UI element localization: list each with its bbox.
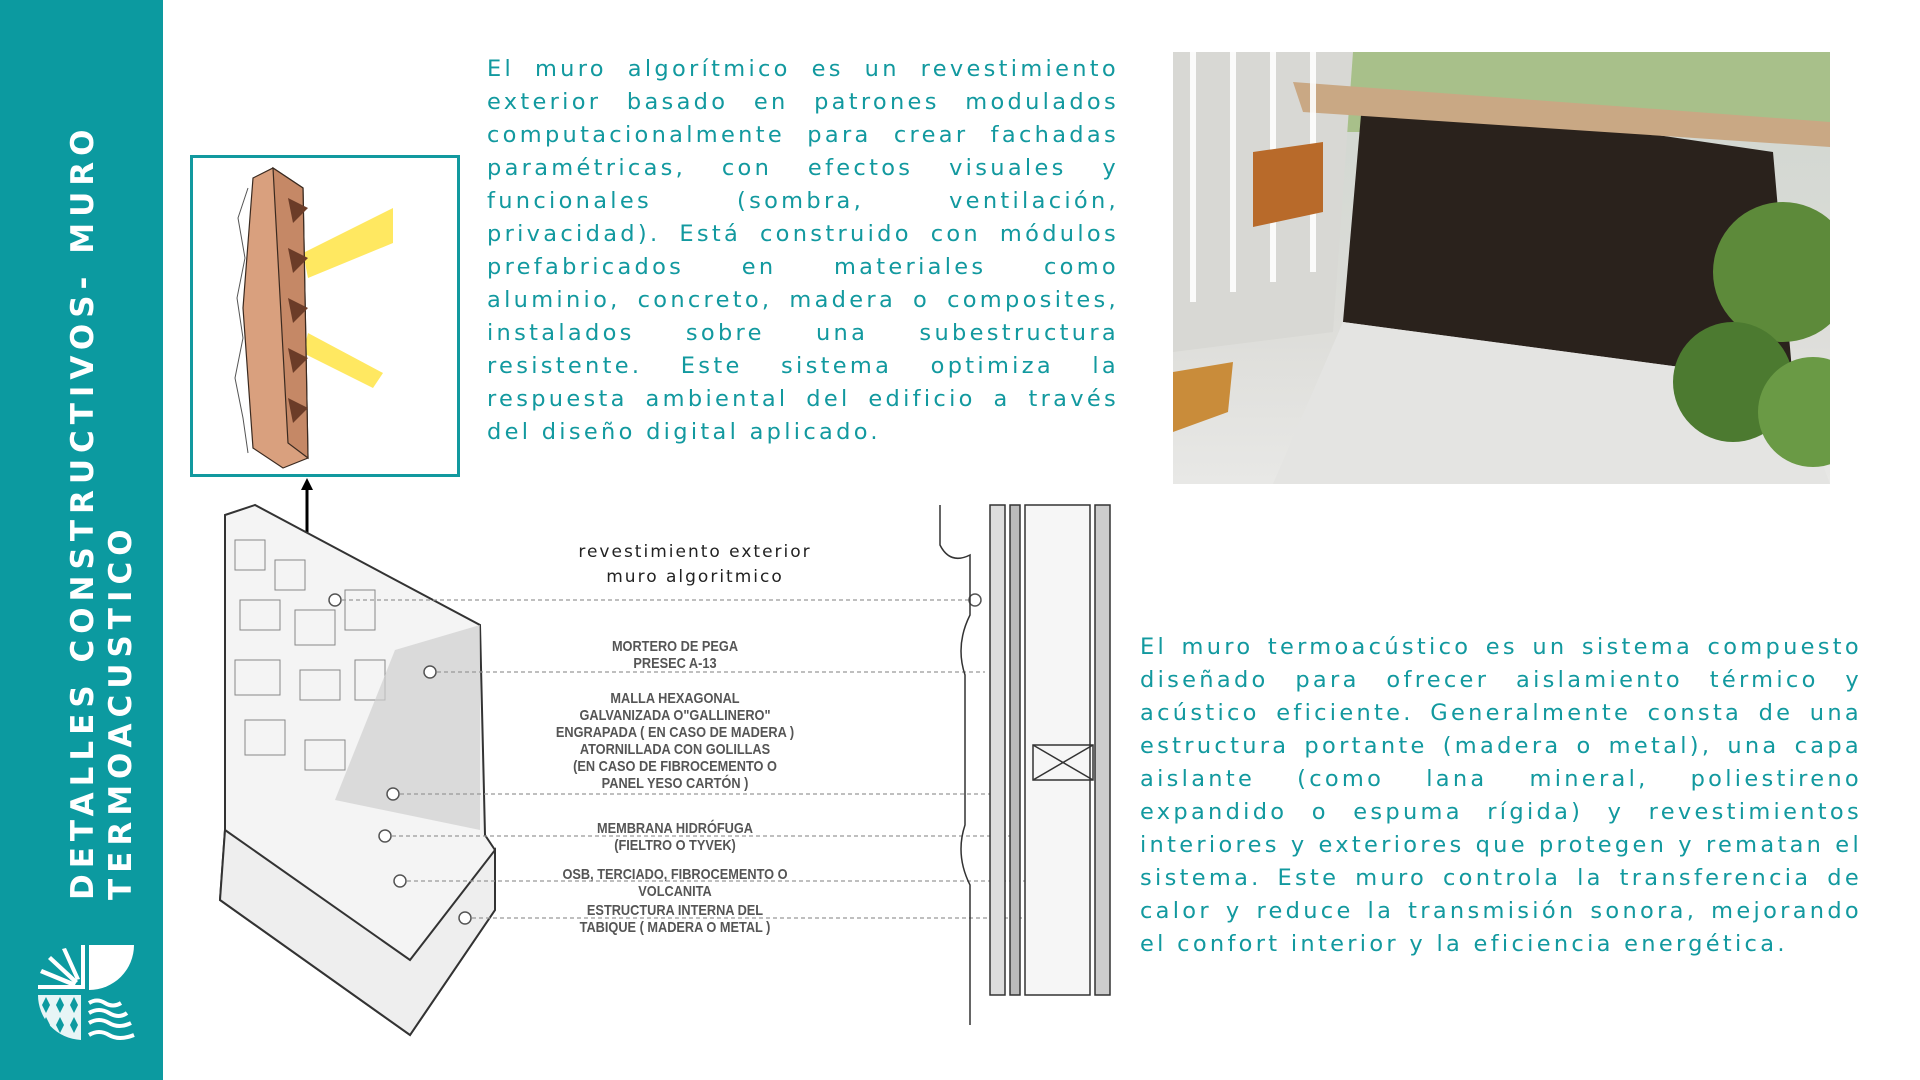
- layer-label-malla: [552, 690, 799, 792]
- label-line: (EN CASO DE FIBROCEMENTO O: [573, 758, 777, 775]
- label-line: (FIELTRO O TYVEK): [614, 837, 736, 854]
- sun-water-logo: [36, 945, 136, 1045]
- label-line: MORTERO DE PEGA: [611, 638, 739, 655]
- layer-label-mortero: [573, 638, 777, 672]
- label-line: MALLA HEXAGONAL: [610, 690, 740, 707]
- label-line: ESTRUCTURA INTERNA DEL: [586, 902, 764, 919]
- thermoacoustic-wall-description: El muro termoacústico es un sistema compuesto diseñado para ofrecer aislamiento térmico y acústico eficiente. Generalmente consta de una estructura portante (madera o metal), una capa aislante (como lana mineral, poliestireno expandido o espuma rígida) y revestimientos interiores y exteriores que protegen y rematan el sistema. Este muro controla la transferencia de calor y reduce la transmisión sonora, mejorando el confort interior y la eficiencia energética.: [1140, 634, 1862, 957]
- label-line: GALVANIZADA O"GALLINERO": [579, 707, 771, 724]
- sidebar: [0, 0, 163, 1080]
- layer-label-estructura: [565, 902, 786, 936]
- label-line: VOLCANITA: [638, 883, 712, 900]
- label-line: revestimiento exterior: [578, 542, 812, 562]
- algorithmic-module-detail: [190, 155, 460, 477]
- title-line-1: DETALLES CONSTRUCTIVOS- MURO: [65, 123, 101, 900]
- label-line: MEMBRANA HIDRÓFUGA: [596, 820, 754, 837]
- label-line: muro algoritmico: [606, 567, 784, 587]
- wall-render-photo: [1173, 52, 1830, 484]
- label-line: PRESEC A-13: [633, 655, 717, 672]
- label-line: ATORNILLADA CON GOLILLAS: [579, 741, 771, 758]
- label-line: TABIQUE ( MADERA O METAL ): [579, 919, 771, 936]
- facade-module-illustration: [193, 158, 457, 474]
- title-line-2: TERMOACUSTICO: [103, 523, 139, 900]
- algorithmic-wall-description: El muro algorítmico es un revestimiento exterior basado en patrones modulados computacionalmente para crear fachadas paramétricas, con efectos visuales y funcionales (sombra, ventilación, privacidad). Está construido con módulos prefabricados en materiales como aluminio, concreto, madera o composites, instalados sobre una subestructura resistente. Este sistema optimiza la respuesta ambiental del edificio a través del diseño digital aplicado.: [487, 56, 1119, 445]
- layer-label-membrana: [573, 820, 777, 854]
- vertical-title: [64, 124, 140, 900]
- label-line: ENGRAPADA ( EN CASO DE MADERA ): [555, 724, 795, 741]
- exterior-cladding-label: [555, 540, 835, 590]
- layer-label-osb: [556, 866, 794, 900]
- label-line: OSB, TERCIADO, FIBROCEMENTO O: [562, 866, 788, 883]
- label-line: PANEL YESO CARTÓN ): [601, 775, 749, 792]
